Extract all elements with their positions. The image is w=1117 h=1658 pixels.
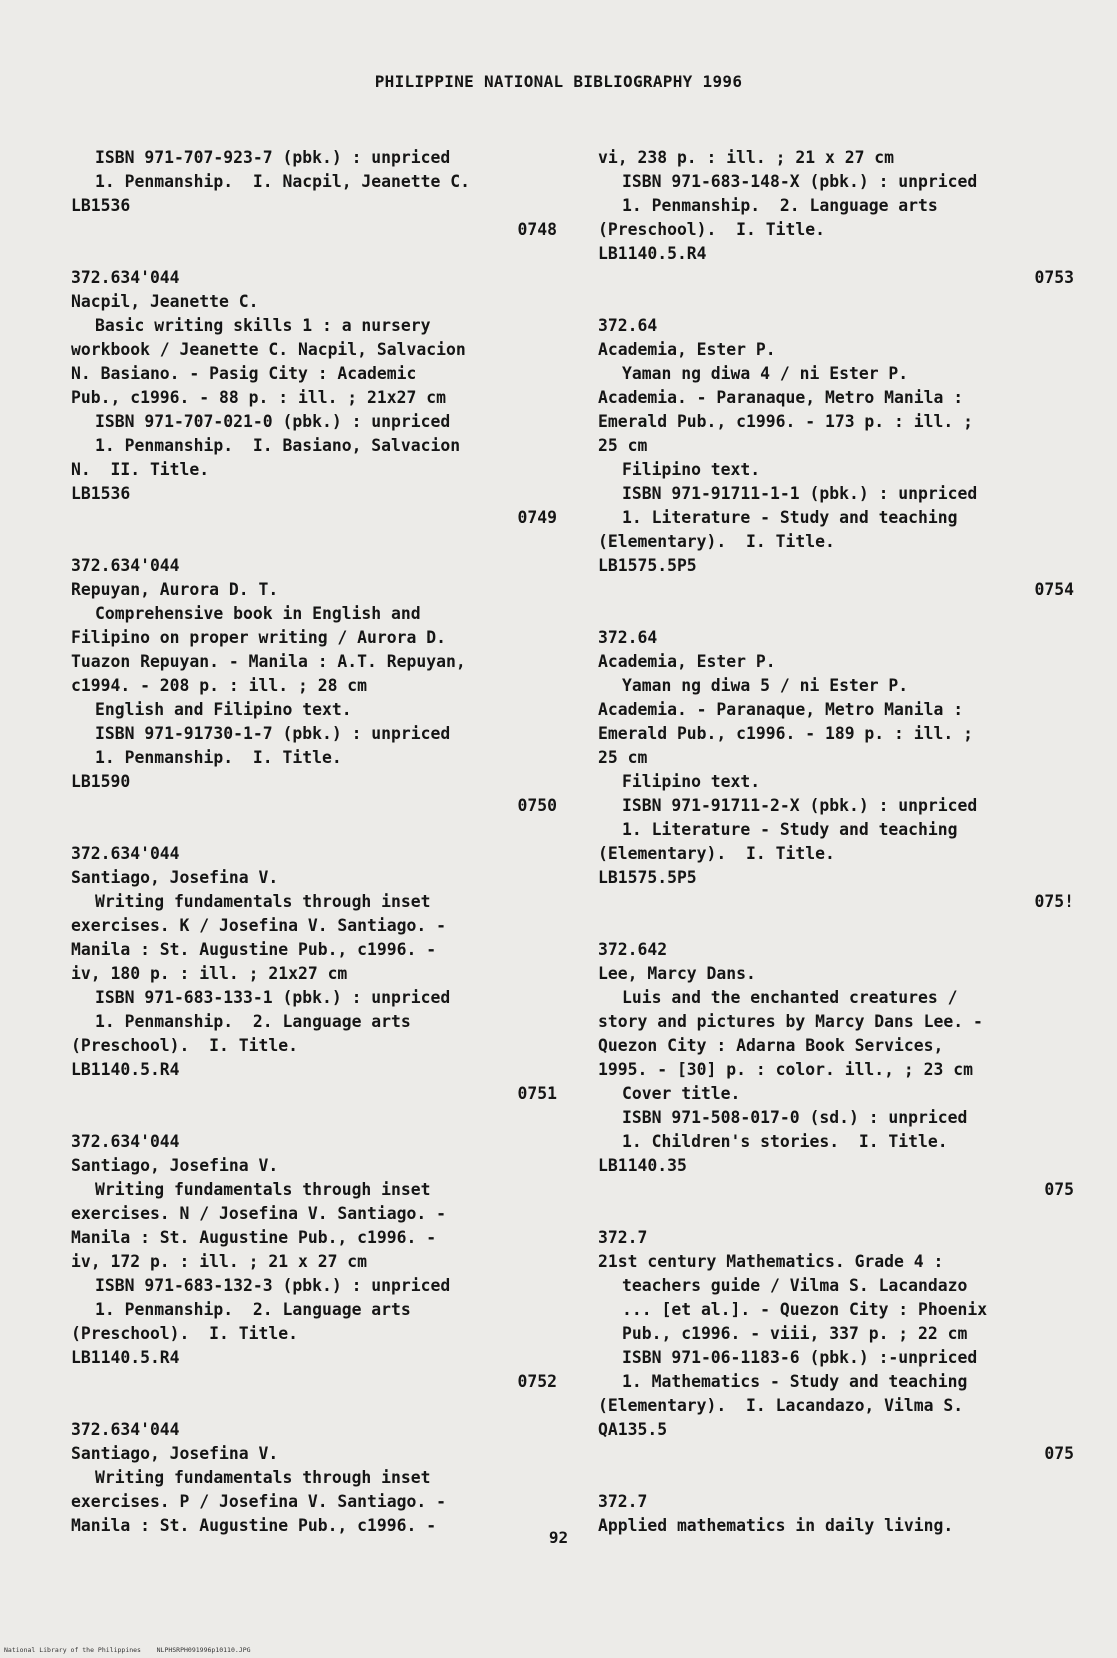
entry-line: English and Filipino text. [95, 700, 352, 719]
entry-line: 372.634'044 [71, 1420, 180, 1439]
entry-line: exercises. K / Josefina V. Santiago. - [71, 916, 446, 935]
entry-line: QA135.5 [598, 1420, 668, 1439]
bibliography-entry [71, 554, 561, 818]
entry-line: Yaman ng diwa 4 / ni Ester P. [622, 364, 909, 383]
entry-line: ISBN 971-683-148-X (pbk.) : unpriced [622, 172, 978, 191]
entry-line: 1. Penmanship. 2. Language arts [95, 1012, 411, 1031]
entry-line: Applied mathematics in daily living. [598, 1516, 954, 1535]
bibliography-entry [71, 1130, 561, 1394]
entry-spacer [598, 914, 1078, 938]
entry-line: 372.634'044 [71, 1132, 180, 1151]
entry-line: c1994. - 208 p. : ill. ; 28 cm [71, 676, 368, 695]
entry-line: Santiago, Josefina V. [71, 868, 279, 887]
entry-line: iv, 180 p. : ill. ; 21x27 cm [71, 964, 348, 983]
entry-line: Luis and the enchanted creatures / [622, 988, 958, 1007]
entry-line: LB1575.5P5 [598, 868, 697, 887]
entry-line: ... [et al.]. - Quezon City : Phoenix [622, 1300, 988, 1319]
entry-line: 1995. - [30] p. : color. ill., ; 23 cm [598, 1060, 973, 1079]
entry-spacer [71, 530, 561, 554]
entry-line: 372.634'044 [71, 268, 180, 287]
entry-line: Manila : St. Augustine Pub., c1996. - [71, 1228, 437, 1247]
bibliography-entry [598, 938, 1078, 1202]
entry-line: Repuyan, Aurora D. T. [71, 580, 279, 599]
scan-footer: National Library of the Philippines NLPHSRPH091996p10110.JPG [4, 1646, 251, 1654]
entry-number: 0752 [517, 1372, 557, 1391]
entry-line: Cover title. [622, 1084, 741, 1103]
entry-line: iv, 172 p. : ill. ; 21 x 27 cm [71, 1252, 368, 1271]
entry-line: 1. Penmanship. 2. Language arts [622, 196, 938, 215]
entry-line: LB1536 [71, 196, 131, 215]
entry-line: N. Basiano. - Pasig City : Academic [71, 364, 417, 383]
entry-line: Comprehensive book in English and [95, 604, 421, 623]
entry-line: Nacpil, Jeanette C. [71, 292, 259, 311]
bibliography-entry [598, 314, 1078, 602]
entry-line: LB1140.5.R4 [598, 244, 707, 263]
entry-spacer [598, 290, 1078, 314]
entry-line: Lee, Marcy Dans. [598, 964, 756, 983]
entry-line: ISBN 971-707-021-0 (pbk.) : unpriced [95, 412, 451, 431]
entry-spacer [71, 818, 561, 842]
entry-line: 1. Penmanship. I. Basiano, Salvacion [95, 436, 461, 455]
entry-line: Writing fundamentals through inset [95, 1180, 431, 1199]
entry-line: LB1140.5.R4 [71, 1060, 180, 1079]
entry-line: Manila : St. Augustine Pub., c1996. - [71, 940, 437, 959]
entry-line: LB1140.5.R4 [71, 1348, 180, 1367]
entry-line: workbook / Jeanette C. Nacpil, Salvacion [71, 340, 466, 359]
page-number: 92 [548, 1528, 569, 1547]
entry-number: 0754 [1034, 580, 1074, 599]
bibliography-entry [71, 1418, 561, 1538]
entry-line: (Preschool). I. Title. [598, 220, 825, 239]
entry-line: LB1575.5P5 [598, 556, 697, 575]
entry-line: Filipino on proper writing / Aurora D. [71, 628, 446, 647]
entry-line: (Elementary). I. Title. [598, 844, 835, 863]
entry-line: 1. Penmanship. I. Title. [95, 748, 342, 767]
bibliography-entry [71, 842, 561, 1106]
entry-line: ISBN 971-683-132-3 (pbk.) : unpriced [95, 1276, 451, 1295]
entry-line: Tuazon Repuyan. - Manila : A.T. Repuyan, [71, 652, 466, 671]
entry-line: N. II. Title. [71, 460, 210, 479]
entry-spacer [598, 1466, 1078, 1490]
entry-line: LB1536 [71, 484, 131, 503]
entry-line: ISBN 971-06-1183-6 (pbk.) :-unpriced [622, 1348, 978, 1367]
entry-line: Filipino text. [622, 460, 761, 479]
entry-line: Writing fundamentals through inset [95, 892, 431, 911]
entry-line: ISBN 971-91730-1-7 (pbk.) : unpriced [95, 724, 451, 743]
entry-number: 0749 [517, 508, 557, 527]
entry-line: Santiago, Josefina V. [71, 1156, 279, 1175]
entry-line: Santiago, Josefina V. [71, 1444, 279, 1463]
entry-line: (Preschool). I. Title. [71, 1324, 298, 1343]
bibliography-entry [598, 1226, 1078, 1466]
entry-line: 372.634'044 [71, 556, 180, 575]
entry-line: 1. Penmanship. 2. Language arts [95, 1300, 411, 1319]
entry-line: Quezon City : Adarna Book Services, [598, 1036, 944, 1055]
entry-line: 25 cm [598, 748, 648, 767]
entry-line: 372.64 [598, 628, 658, 647]
entry-number: 0748 [517, 220, 557, 239]
entry-spacer [71, 1394, 561, 1418]
entry-line: 372.7 [598, 1228, 648, 1247]
entry-line: Basic writing skills 1 : a nursery [95, 316, 431, 335]
entry-line: 372.642 [598, 940, 668, 959]
entry-line: 372.7 [598, 1492, 648, 1511]
entry-line: Manila : St. Augustine Pub., c1996. - [71, 1516, 437, 1535]
entry-line: vi, 238 p. : ill. ; 21 x 27 cm [598, 148, 895, 167]
entry-spacer [71, 1106, 561, 1130]
entry-line: Writing fundamentals through inset [95, 1468, 431, 1487]
entry-line: ISBN 971-683-133-1 (pbk.) : unpriced [95, 988, 451, 1007]
page-title: PHILIPPINE NATIONAL BIBLIOGRAPHY 1996 [374, 72, 743, 91]
entry-number: 075 [1044, 1444, 1074, 1463]
entry-line: Emerald Pub., c1996. - 189 p. : ill. ; [598, 724, 973, 743]
entry-number: 075 [1044, 1180, 1074, 1199]
entry-line: ISBN 971-707-923-7 (pbk.) : unpriced [95, 148, 451, 167]
entry-line: ISBN 971-91711-1-1 (pbk.) : unpriced [622, 484, 978, 503]
entry-line: Academia, Ester P. [598, 652, 776, 671]
entry-line: (Elementary). I. Title. [598, 532, 835, 551]
entry-line: Academia. - Paranaque, Metro Manila : [598, 700, 964, 719]
entry-line: 25 cm [598, 436, 648, 455]
entry-line: exercises. P / Josefina V. Santiago. - [71, 1492, 446, 1511]
entry-line: 372.64 [598, 316, 658, 335]
entry-line: (Elementary). I. Lacandazo, Vilma S. [598, 1396, 964, 1415]
entry-line: Pub., c1996. - viii, 337 p. ; 22 cm [622, 1324, 968, 1343]
entry-spacer [598, 602, 1078, 626]
entry-spacer [71, 242, 561, 266]
entry-line: LB1590 [71, 772, 131, 791]
entry-number: 0751 [517, 1084, 557, 1103]
left-column [71, 146, 561, 1538]
entry-line: 372.634'044 [71, 844, 180, 863]
bibliography-entry [71, 146, 561, 242]
entry-line: Filipino text. [622, 772, 761, 791]
entry-line: 21st century Mathematics. Grade 4 : [598, 1252, 944, 1271]
entry-number: 0753 [1034, 268, 1074, 287]
entry-line: ISBN 971-91711-2-X (pbk.) : unpriced [622, 796, 978, 815]
entry-line: teachers guide / Vilma S. Lacandazo [622, 1276, 968, 1295]
entry-spacer [598, 1202, 1078, 1226]
entry-number: 0750 [517, 796, 557, 815]
right-column [598, 146, 1078, 1538]
entry-line: Academia, Ester P. [598, 340, 776, 359]
entry-line: (Preschool). I. Title. [71, 1036, 298, 1055]
entry-line: Academia. - Paranaque, Metro Manila : [598, 388, 964, 407]
entry-line: exercises. N / Josefina V. Santiago. - [71, 1204, 446, 1223]
entry-line: Emerald Pub., c1996. - 173 p. : ill. ; [598, 412, 973, 431]
bibliography-entry [71, 266, 561, 530]
entry-number: 075! [1034, 892, 1074, 911]
entry-line: 1. Mathematics - Study and teaching [622, 1372, 968, 1391]
bibliography-entry [598, 146, 1078, 290]
entry-line: 1. Penmanship. I. Nacpil, Jeanette C. [95, 172, 470, 191]
bibliography-entry [598, 626, 1078, 914]
entry-line: story and pictures by Marcy Dans Lee. - [598, 1012, 983, 1031]
entry-line: 1. Literature - Study and teaching [622, 820, 958, 839]
entry-line: Yaman ng diwa 5 / ni Ester P. [622, 676, 909, 695]
entry-line: ISBN 971-508-017-0 (sd.) : unpriced [622, 1108, 968, 1127]
entry-line: 1. Children's stories. I. Title. [622, 1132, 948, 1151]
entry-line: Pub., c1996. - 88 p. : ill. ; 21x27 cm [71, 388, 446, 407]
entry-line: 1. Literature - Study and teaching [622, 508, 958, 527]
entry-line: LB1140.35 [598, 1156, 687, 1175]
